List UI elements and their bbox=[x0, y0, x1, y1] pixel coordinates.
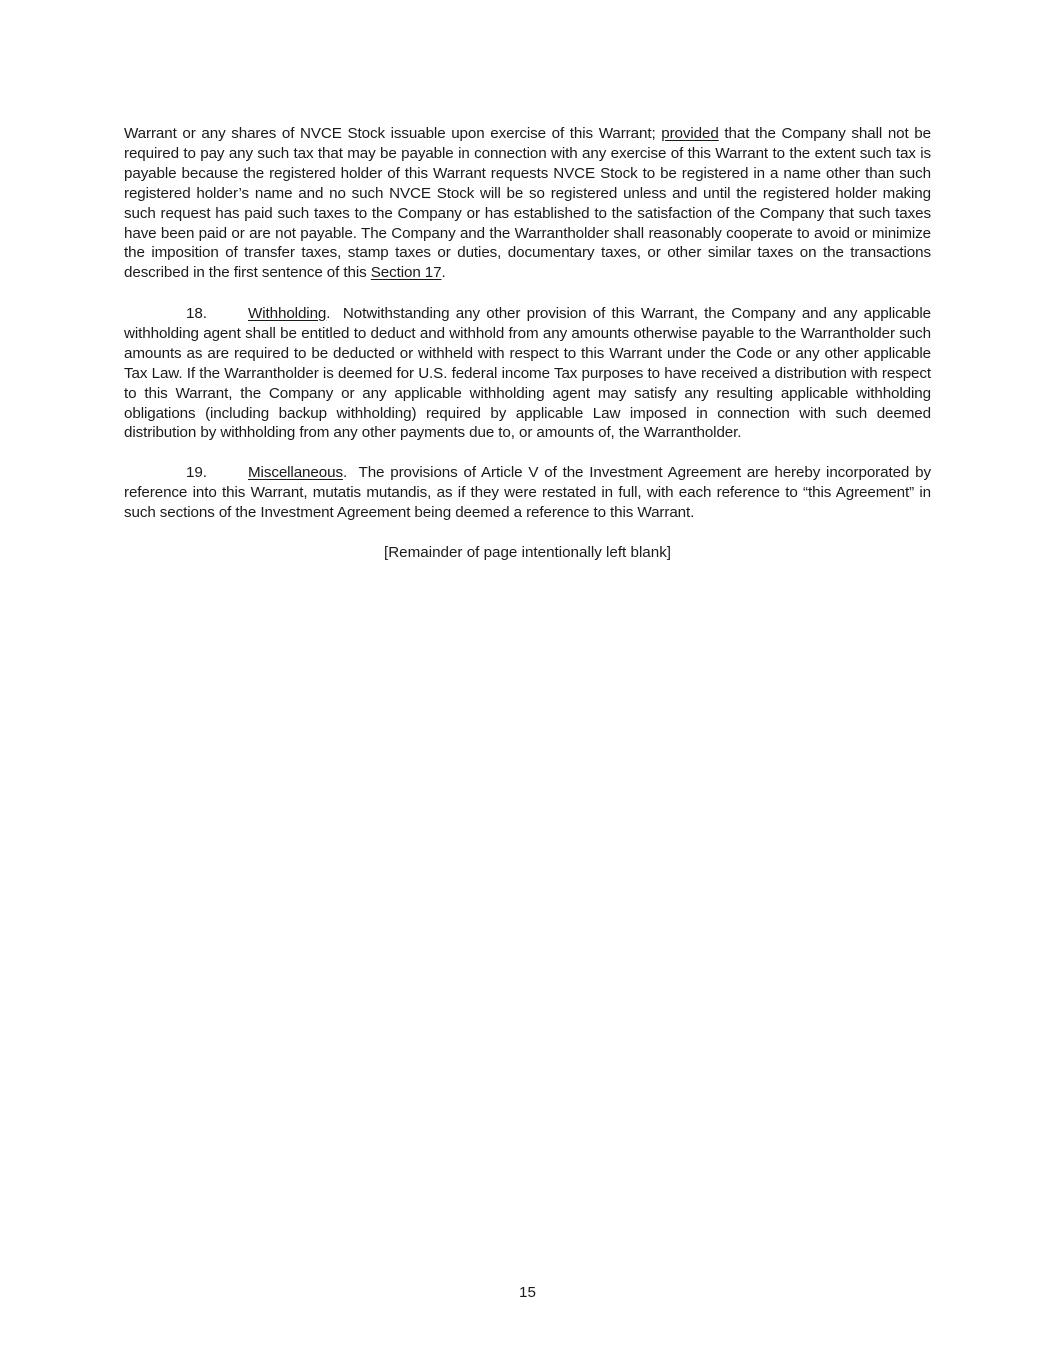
remainder-note: [Remainder of page intentionally left blank] bbox=[383, 544, 672, 561]
section-number: 18. bbox=[186, 305, 207, 322]
heading-punctuation: . bbox=[326, 305, 331, 322]
heading-punctuation: . bbox=[342, 464, 348, 481]
section-18-withholding bbox=[124, 304, 936, 443]
paragraph-section-17-continued bbox=[124, 124, 931, 283]
section-19-miscellaneous bbox=[124, 463, 936, 523]
provided-term: provided bbox=[661, 125, 719, 142]
section-number: 19. bbox=[186, 464, 207, 481]
section-text: Notwithstanding any other provision of this Warrant, the Company and any applicable withholding agent shall be entitled to deduct and withhold from any amounts otherwise payable to the Warrantholder such amounts as are required to be deducted or withheld with respect to this Warrant under the Code or any other applicable Tax Law. If the Warrantholder is deemed for U.S. federal income Tax purposes to have received a distribution with respect to this Warrant, the Company or any applicable withholding agent may satisfy any resulting applicable withholding obligations (including backup withholding) required by applicable Law imposed in connection with such deemed distribution by withholding from any other payments due to, or amounts of, the Warrantholder. bbox=[124, 305, 936, 442]
paragraph-text: . bbox=[441, 264, 446, 282]
section-heading: Withholding bbox=[248, 305, 327, 322]
page-number: 15 bbox=[519, 1284, 536, 1301]
paragraph-text: that the Company shall not be required to pay any such tax that may be payable in connection with any exercise of this Warrant to the extent such tax is payable because the registered holder of this Warrant requests NVCE Stock to be registered in a name other than such registered holder’s name and no such NVCE Stock will be so registered unless and until the registered holder making such request has paid such taxes to the Company or has established to the satisfaction of the Company that such taxes have been paid or are not payable. The Company and the Warrantholder shall reasonably cooperate to avoid or minimize the imposition of transfer taxes, stamp taxes or duties, documentary taxes, or other similar taxes on the transactions described in the first sentence of this bbox=[124, 125, 931, 282]
section-text: The provisions of Article V of the Investment Agreement are hereby incorporated by reference into this Warrant, mutatis mutandis, as if they were restated in full, with each reference to “this Agreement” in such sections of the Investment Agreement being deemed a reference to this Warrant. bbox=[124, 464, 936, 521]
section-17-reference: Section 17 bbox=[370, 264, 442, 282]
paragraph-text: Warrant or any shares of NVCE Stock issuable upon exercise of this Warrant; bbox=[124, 125, 662, 142]
section-heading: Miscellaneous bbox=[248, 464, 343, 481]
